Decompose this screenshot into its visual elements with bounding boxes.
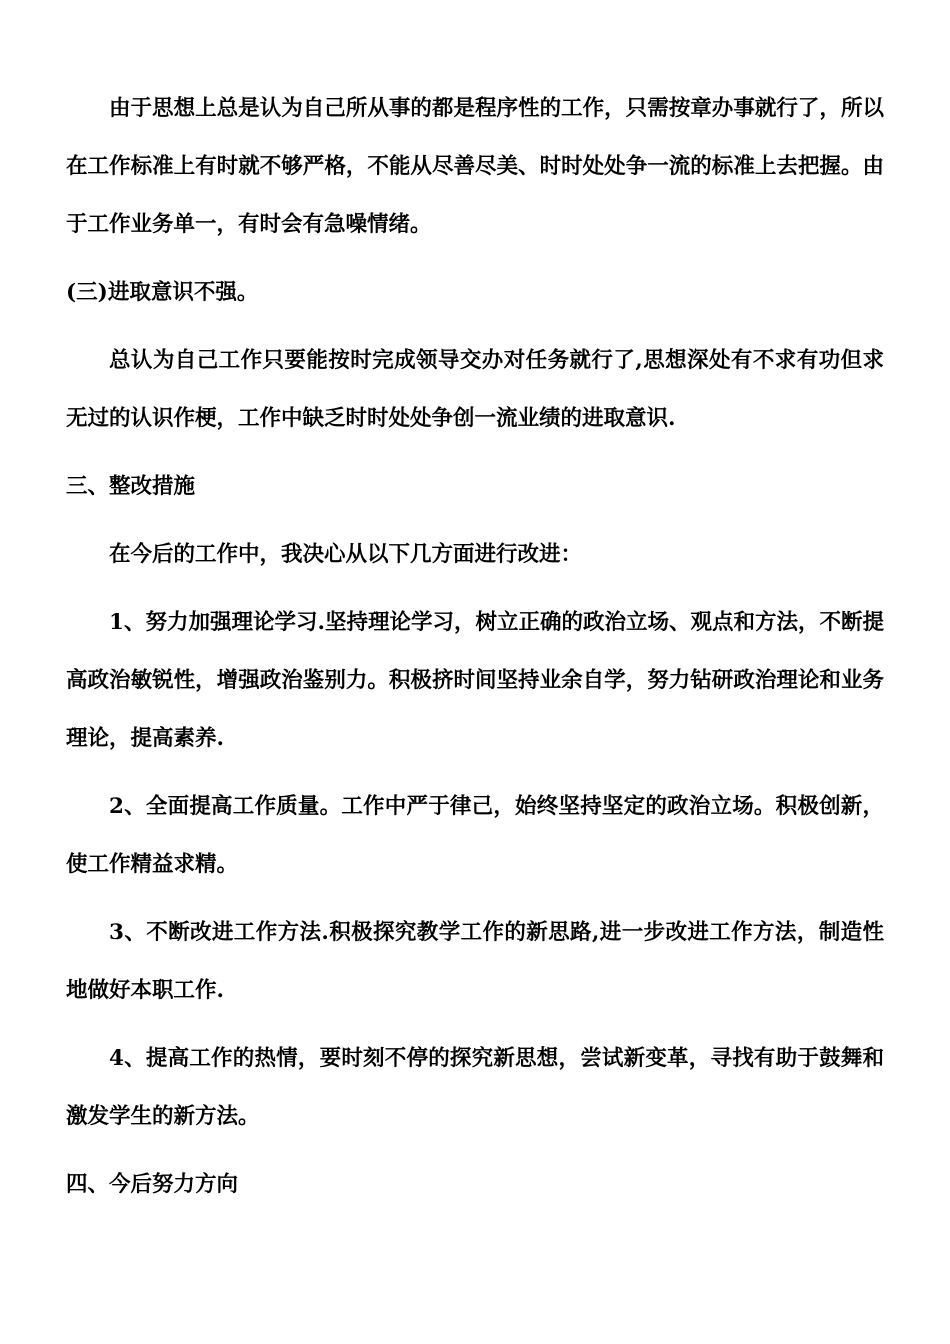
body-paragraph: 总认为自己工作只要能按时完成领导交办对任务就行了,思想深处有不求有功但求无过的认识作梗，工作中缺乏时时处处争创一流业绩的进取意识. xyxy=(66,348,884,431)
body-paragraph: 在今后的工作中，我决心从以下几方面进行改进： xyxy=(109,542,583,567)
section-heading: (三)进取意识不强。 xyxy=(66,280,259,305)
list-item-paragraph: 3、不断改进工作方法.积极探究教学工作的新思路,进一步改进工作方法，制造性地做好本职工作. xyxy=(66,920,884,1003)
section-heading: 四、今后努力方向 xyxy=(66,1172,239,1197)
list-item-paragraph: 4、提高工作的热情，要时刻不停的探究新思想，尝试新变革，寻找有助于鼓舞和激发学生的新方法。 xyxy=(66,1046,884,1129)
section-heading: 三、整改措施 xyxy=(66,474,196,499)
list-item-paragraph: 2、全面提高工作质量。工作中严于律己，始终坚持坚定的政治立场。积极创新，使工作精益求精。 xyxy=(66,794,884,877)
list-item-paragraph: 1、努力加强理论学习.坚持理论学习，树立正确的政治立场、观点和方法，不断提高政治敏锐性，增强政治鉴别力。积极挤时间坚持业余自学，努力钻研政治理论和业务理论，提高素养. xyxy=(66,610,884,751)
body-paragraph: 由于思想上总是认为自己所从事的都是程序性的工作，只需按章办事就行了，所以在工作标准上有时就不够严格，不能从尽善尽美、时时处处争一流的标准上去把握。由于工作业务单一，有时会有急噪情绪。 xyxy=(66,96,884,237)
